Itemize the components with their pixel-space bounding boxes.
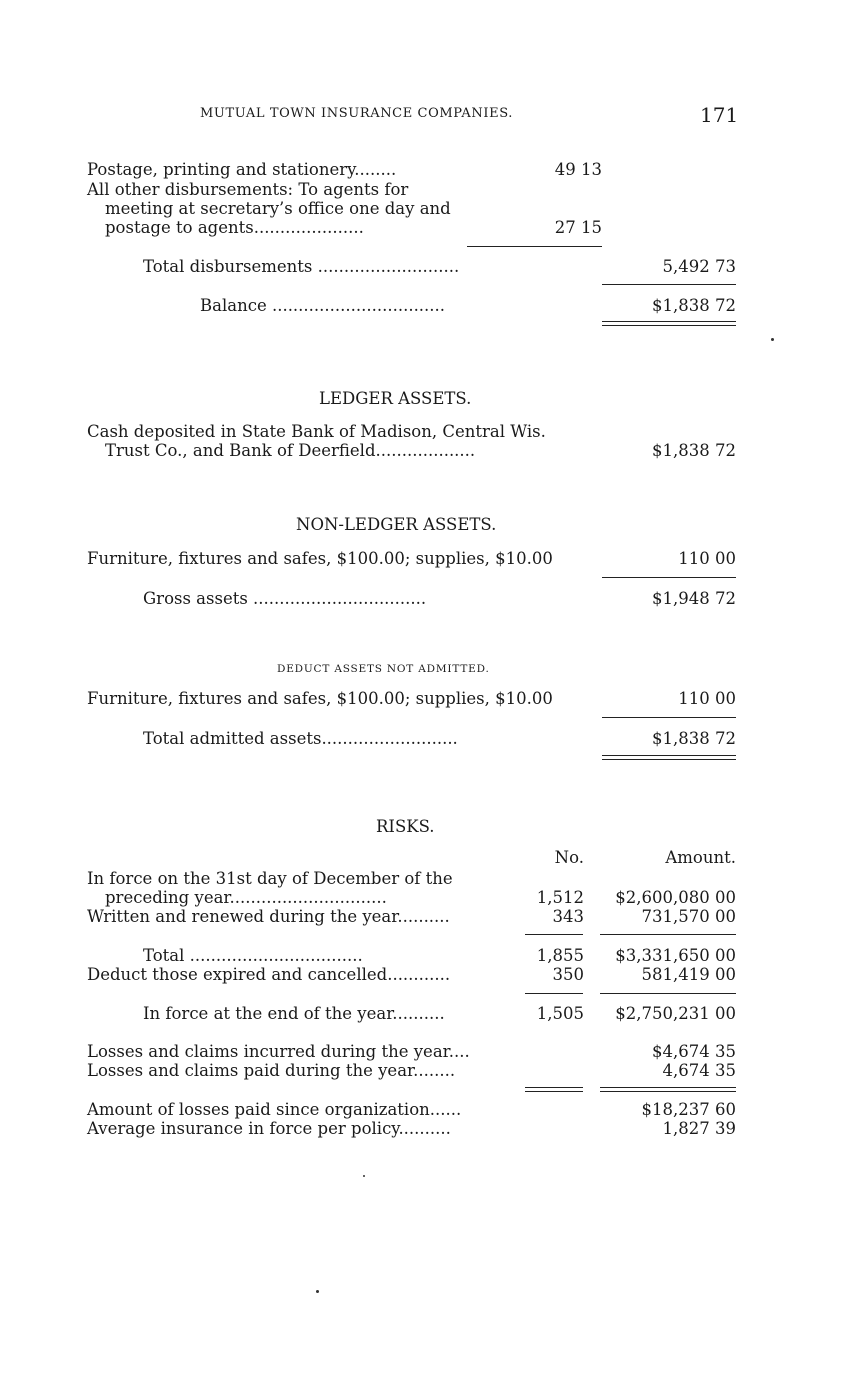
ledger-line2: Trust Co., and Bank of Deerfield................... [105, 441, 476, 460]
in-force-end-label: In force at the end of the year.......... [143, 1004, 445, 1023]
in-force-start-no: 1,512 [536, 888, 584, 907]
admitted-assets-label: Total admitted assets.......................... [143, 729, 458, 748]
other-disb-line2: meeting at secretary’s office one day and [105, 199, 451, 218]
rule-risks-no-2 [525, 993, 583, 994]
rule-total-disb [602, 284, 736, 285]
losses-since-org-amount: $18,237 60 [641, 1100, 736, 1119]
losses-incurred-label: Losses and claims incurred during the year.... [87, 1042, 470, 1061]
rule-admitted-2 [602, 759, 736, 760]
page-number: 171 [700, 103, 739, 127]
risks-total-no: 1,855 [536, 946, 584, 965]
written-label: Written and renewed during the year.......... [87, 907, 450, 926]
rule-admitted-1 [602, 755, 736, 756]
ledger-heading: LEDGER ASSETS. [319, 389, 472, 408]
other-disb-amount: 27 15 [554, 218, 602, 237]
written-no: 343 [552, 907, 584, 926]
in-force-end-no: 1,505 [536, 1004, 584, 1023]
written-amount: 731,570 00 [641, 907, 736, 926]
average-label: Average insurance in force per policy.......... [87, 1119, 451, 1138]
rule-risks-amt-3a [600, 1087, 736, 1088]
balance-amount: $1,838 72 [652, 296, 736, 315]
total-disb-amount: 5,492 73 [662, 257, 736, 276]
losses-since-org-label: Amount of losses paid since organization...... [87, 1100, 462, 1119]
ledger-amount: $1,838 72 [652, 441, 736, 460]
risks-total-label: Total ................................. [143, 946, 363, 965]
average-amount: 1,827 39 [662, 1119, 736, 1138]
rule-risks-amt-2 [600, 993, 736, 994]
risks-heading: RISKS. [376, 817, 435, 836]
admitted-assets-amount: $1,838 72 [652, 729, 736, 748]
postage-label: Postage, printing and stationery........ [87, 160, 397, 179]
expired-amount: 581,419 00 [641, 965, 736, 984]
deduct-amount: 110 00 [678, 689, 736, 708]
rule-risks-no-1 [525, 934, 583, 935]
deduct-line: Furniture, fixtures and safes, $100.00; supplies, $10.00 [87, 689, 553, 708]
ledger-line1: Cash deposited in State Bank of Madison, Central Wis. [87, 422, 546, 441]
scan-speck [316, 1290, 319, 1293]
rule-subtotal [467, 246, 602, 247]
balance-label: Balance ................................. [200, 296, 446, 315]
running-title: MUTUAL TOWN INSURANCE COMPANIES. [200, 106, 513, 121]
rule-deduct [602, 717, 736, 718]
rule-non-ledger [602, 577, 736, 578]
other-disb-line1: All other disbursements: To agents for [87, 180, 409, 199]
rule-balance-1 [602, 321, 736, 322]
other-disb-line3: postage to agents..................... [105, 218, 364, 237]
scan-speck [771, 338, 774, 341]
losses-paid-label: Losses and claims paid during the year........ [87, 1061, 456, 1080]
gross-assets-label: Gross assets ................................. [143, 589, 427, 608]
rule-risks-no-3a [525, 1087, 583, 1088]
scan-speck [363, 1175, 365, 1177]
non-ledger-line: Furniture, fixtures and safes, $100.00; supplies, $10.00 [87, 549, 553, 568]
expired-no: 350 [552, 965, 584, 984]
in-force-end-amount: $2,750,231 00 [615, 1004, 736, 1023]
expired-label: Deduct those expired and cancelled............ [87, 965, 451, 984]
risks-total-amount: $3,331,650 00 [615, 946, 736, 965]
losses-paid-amount: 4,674 35 [662, 1061, 736, 1080]
in-force-start-line1: In force on the 31st day of December of the [87, 869, 453, 888]
postage-amount: 49 13 [554, 160, 602, 179]
total-disb-label: Total disbursements ........................... [143, 257, 460, 276]
col-no-header: No. [554, 848, 584, 867]
in-force-start-amount: $2,600,080 00 [615, 888, 736, 907]
deduct-heading: DEDUCT ASSETS NOT ADMITTED. [277, 663, 490, 675]
rule-balance-2 [602, 325, 736, 326]
non-ledger-amount: 110 00 [678, 549, 736, 568]
rule-risks-amt-1 [600, 934, 736, 935]
losses-incurred-amount: $4,674 35 [652, 1042, 736, 1061]
non-ledger-heading: NON-LEDGER ASSETS. [296, 515, 497, 534]
col-amount-header: Amount. [665, 848, 736, 867]
gross-assets-amount: $1,948 72 [652, 589, 736, 608]
rule-risks-amt-3b [600, 1091, 736, 1092]
in-force-start-line2: preceding year.............................. [105, 888, 387, 907]
rule-risks-no-3b [525, 1091, 583, 1092]
